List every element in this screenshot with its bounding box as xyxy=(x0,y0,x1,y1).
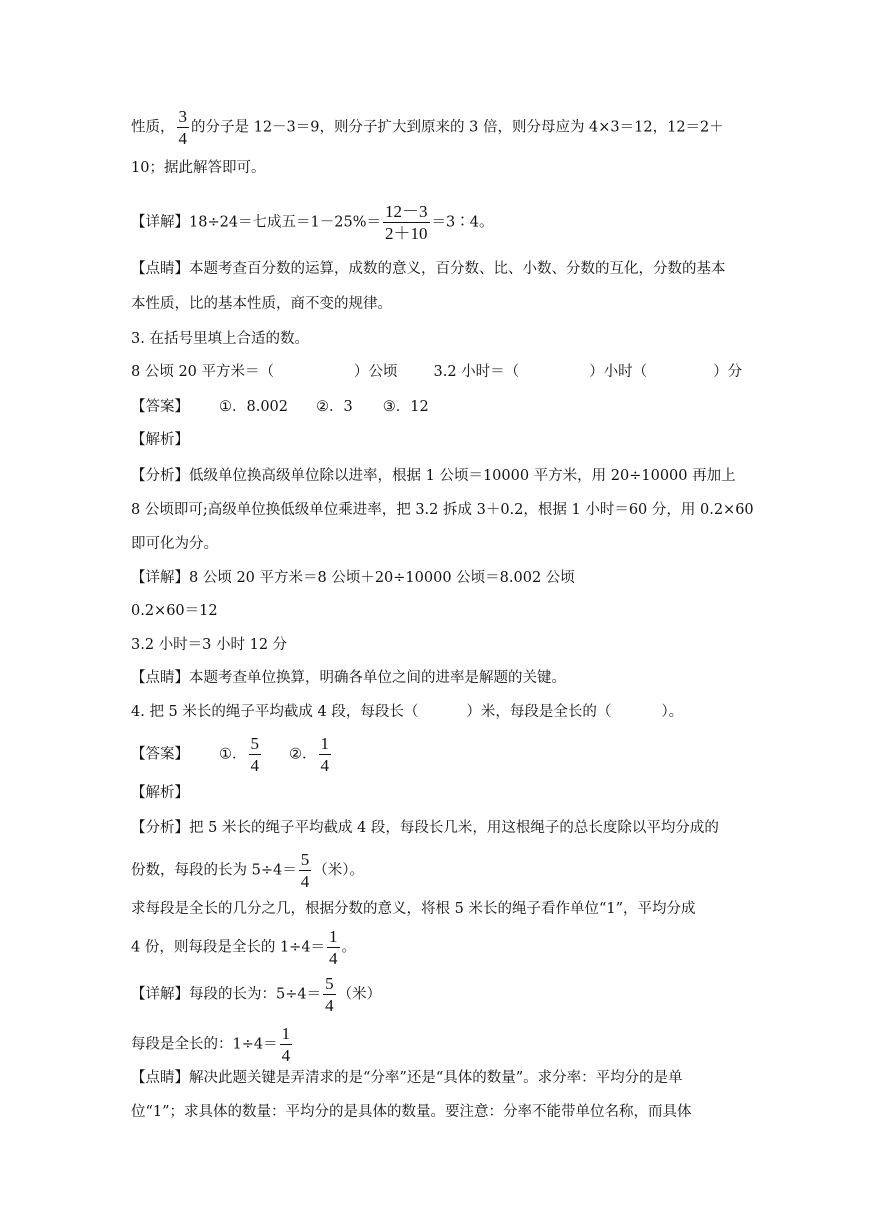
text-span: ）小时（ xyxy=(589,364,648,380)
fraction xyxy=(319,735,332,774)
text-line xyxy=(131,203,493,242)
text-line: 3.2 小时＝3 小时 12 分 xyxy=(131,637,288,653)
answer-item: ①．8.002 xyxy=(219,399,289,415)
fraction-numerator: 3 xyxy=(178,107,187,126)
fraction-denominator: 2＋10 xyxy=(385,224,428,243)
answer-tag: 【答案】 xyxy=(131,746,189,763)
text-span: ）米，每段是全长的（ xyxy=(466,704,612,720)
text-line: 【点睛】本题考查单位换算，明确各单位之间的进率是解题的关键。 xyxy=(131,670,566,686)
text-span: ＝3∶4。 xyxy=(431,214,494,231)
fraction-numerator: 1 xyxy=(320,734,329,753)
text-line: 【分析】把 5 米长的绳子平均截成 4 段，每段长几米，用这根绳子的总长度除以平均分成的 xyxy=(131,820,719,836)
text-line: 8 公顷即可;高级单位换低级单位乘进率，把 3.2 拆成 3＋0.2，根据 1 小时＝60 分，用 0.2×60 xyxy=(131,502,754,518)
fraction xyxy=(177,108,190,147)
text-span: ）公顷 xyxy=(354,364,398,380)
text-line xyxy=(131,362,742,382)
text-line: 位“1”；求具体的数量：平均分的是具体的数量。要注意：分率不能带单位名称，而具体 xyxy=(131,1104,692,1120)
fraction xyxy=(323,975,336,1014)
fraction-denominator: 4 xyxy=(178,129,187,148)
text-span: 的分子是 12－3＝9，则分子扩大到原来的 3 倍，则分母应为 4×3＝12，12＝2＋ xyxy=(191,119,724,136)
text-line: 【详解】8 公顷 20 平方米＝8 公顷＋20÷10000 公顷＝8.002 公顷 xyxy=(131,570,575,586)
text-line: 即可化为分。 xyxy=(131,536,218,552)
text-line: 【分析】低级单位换高级单位除以进率，根据 1 公顷＝10000 平方米，用 20÷10000 再加上 xyxy=(131,468,736,484)
fraction xyxy=(249,735,262,774)
text-span: 4 份，则每段是全长的 1÷4＝ xyxy=(131,939,326,956)
fraction-denominator: 4 xyxy=(281,1046,291,1065)
answer-line xyxy=(131,735,333,774)
fraction xyxy=(280,1025,293,1064)
text-span: ）分 xyxy=(713,364,743,380)
text-span: 4. 把 5 米长的绳子平均截成 4 段，每段长（ xyxy=(131,704,419,720)
text-line: 【解析】 xyxy=(131,432,189,448)
question-title xyxy=(131,702,683,722)
text-span: 份数，每段的长为 5÷4＝ xyxy=(131,862,297,879)
fraction-denominator: 4 xyxy=(329,949,338,968)
fraction-numerator: 12－3 xyxy=(385,202,428,221)
fraction-denominator: 4 xyxy=(325,996,334,1015)
fraction-numerator: 5 xyxy=(250,734,259,753)
text-span: 3.2 小时＝（ xyxy=(433,364,520,380)
text-line: 【点睛】本题考查百分数的运算，成数的意义，百分数、比、小数、分数的互化，分数的基本 xyxy=(131,261,726,277)
text-line: 求每段是全长的几分之几，根据分数的意义，将根 5 米长的绳子看作单位“1”，平均分成 xyxy=(131,901,696,917)
text-line xyxy=(131,975,381,1014)
fraction-denominator: 4 xyxy=(250,756,259,775)
fraction-denominator: 4 xyxy=(320,756,329,775)
answer-item: ①． xyxy=(219,746,247,763)
text-line: 【点睛】解决此题关键是弄清求的是“分率”还是“具体的数量”。求分率：平均分的是单 xyxy=(131,1070,683,1086)
text-span: 性质， xyxy=(131,119,175,136)
text-span: 【详解】每段的长为：5÷4＝ xyxy=(131,986,322,1003)
text-span: （米）。 xyxy=(313,862,364,879)
answer-line xyxy=(131,397,429,417)
fraction xyxy=(383,203,430,242)
fraction-denominator: 4 xyxy=(300,872,310,891)
text-line xyxy=(131,928,356,967)
fraction-numerator: 5 xyxy=(325,974,334,993)
text-span: （米） xyxy=(337,986,382,1003)
text-line: 0.2×60＝12 xyxy=(131,603,218,619)
fraction-numerator: 5 xyxy=(300,850,310,869)
answer-item: ③．12 xyxy=(382,399,429,415)
text-line: 10；据此解答即可。 xyxy=(131,160,266,176)
fraction xyxy=(327,928,340,967)
text-line: 【解析】 xyxy=(131,785,189,801)
text-line xyxy=(131,1025,294,1064)
text-span: 。 xyxy=(341,939,357,956)
text-line: 本性质，比的基本性质，商不变的规律。 xyxy=(131,296,392,312)
text-span: 8 公顷 20 平方米＝（ xyxy=(131,364,275,380)
text-span: ）。 xyxy=(661,704,684,720)
text-span: 【详解】18÷24＝七成五＝1－25%＝ xyxy=(131,214,382,231)
fraction-numerator: 1 xyxy=(281,1024,291,1043)
text-line xyxy=(131,108,724,147)
answer-item: ②．3 xyxy=(316,399,353,415)
answer-tag: 【答案】 xyxy=(131,399,189,415)
question-title: 3. 在括号里填上合适的数。 xyxy=(131,331,309,347)
text-span: 每段是全长的：1÷4＝ xyxy=(131,1036,278,1053)
fraction-numerator: 1 xyxy=(329,927,338,946)
fraction xyxy=(299,851,312,890)
text-line xyxy=(131,851,364,890)
answer-item: ②． xyxy=(289,746,317,763)
